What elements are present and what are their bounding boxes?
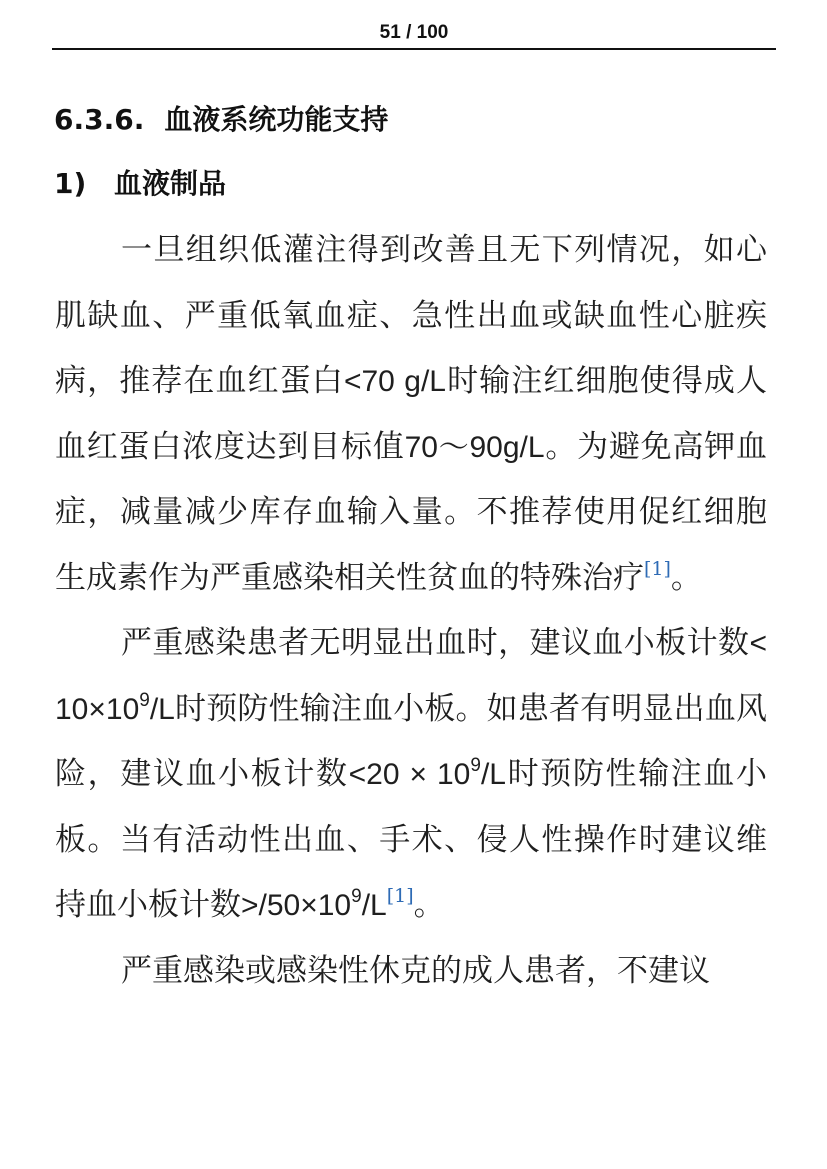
text-run: 严重感染或感染性休克的成人患者，不建议 bbox=[121, 952, 710, 989]
unit: /L bbox=[361, 889, 387, 922]
subsection-heading bbox=[54, 164, 226, 204]
text-run: 时预防性输注血小板。如患者有明显出血风险，建议血小板计数 bbox=[55, 690, 767, 792]
paragraph-platelets bbox=[55, 611, 767, 939]
body-text bbox=[55, 218, 767, 1004]
reference-link[interactable]: [1] bbox=[644, 557, 671, 580]
platelet-threshold-1: <10×10 bbox=[55, 627, 767, 726]
unit: /L bbox=[480, 758, 506, 791]
exponent: 9 bbox=[470, 755, 481, 776]
exponent: 9 bbox=[351, 886, 362, 907]
subsection-number: 1) bbox=[54, 167, 87, 200]
hemoglobin-threshold: <70 g/L bbox=[343, 365, 446, 398]
text-run: 时输注红细胞使得成人血红蛋白浓度达到目标值 bbox=[55, 363, 767, 465]
platelet-threshold-3: >/50×10 bbox=[241, 889, 352, 922]
exponent: 9 bbox=[139, 689, 150, 711]
platelet-threshold-2: <20 × 10 bbox=[348, 758, 471, 791]
text-run: 。 bbox=[413, 887, 445, 923]
section-heading bbox=[54, 100, 388, 140]
text-run: 一旦组织低灌注得到改善且无下列情况，如心肌缺血、严重低氧血症、急性出血或缺血性心脏疾病，推荐在血红蛋白 bbox=[55, 232, 767, 399]
header-divider bbox=[52, 48, 776, 50]
text-run: 严重感染患者无明显出血时，建议血小板计数 bbox=[121, 625, 750, 661]
reference-link[interactable]: [1] bbox=[386, 885, 414, 907]
text-run: 时预防性输注血小板。当有活动性出血、手术、侵人性操作时建议维持血小板计数 bbox=[55, 756, 768, 923]
unit: /L bbox=[149, 692, 175, 726]
section-number: 6.3.6. bbox=[54, 103, 145, 136]
paragraph-red-blood-cells bbox=[55, 218, 767, 611]
page-number: 51 / 100 bbox=[379, 22, 449, 43]
text-run: 。 bbox=[670, 559, 702, 596]
paragraph-plasma bbox=[55, 939, 767, 1005]
text-run: 。为避免高钾血症，减量减少库存血输入量。不推荐使用促红细胞生成素作为严重感染相关性贫血的特殊治疗 bbox=[55, 428, 768, 596]
section-title: 血液系统功能支持 bbox=[164, 103, 389, 136]
subsection-title: 血液制品 bbox=[114, 167, 227, 200]
hemoglobin-target: 70～90g/L bbox=[404, 430, 545, 464]
